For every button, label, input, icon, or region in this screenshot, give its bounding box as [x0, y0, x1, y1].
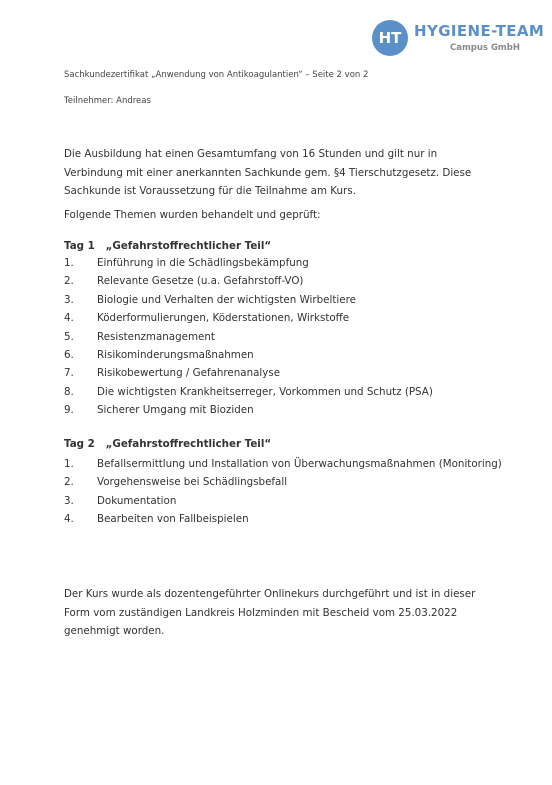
list-item-text: Einführung in die Schädlingsbekämpfung — [97, 257, 309, 269]
day1-heading — [64, 240, 271, 252]
day2-label: Tag 2 — [64, 438, 95, 450]
day2-topic-list — [64, 455, 504, 529]
list-item-text: Sicherer Umgang mit Bioziden — [97, 404, 254, 417]
logo-subtitle: Campus GmbH — [449, 43, 520, 53]
list-item — [64, 346, 504, 364]
logo-mark: HT — [372, 20, 408, 56]
list-item — [64, 272, 504, 290]
list-item-number: 1. — [64, 257, 74, 269]
company-logo — [372, 20, 545, 60]
list-item — [64, 401, 504, 419]
list-item-number: 3. — [64, 293, 74, 306]
list-item — [64, 309, 504, 327]
day1-title: „Gefahrstoffrechtlicher Teil“ — [105, 240, 272, 252]
list-item-number: 7. — [64, 367, 74, 380]
list-item-number: 8. — [64, 385, 74, 398]
list-item-number: 4. — [64, 312, 74, 325]
list-item-text: Relevante Gesetze (u.a. Gefahrstoff-VO) — [97, 275, 304, 288]
list-item-number: 4. — [64, 513, 74, 526]
list-item-text: Resistenzmanagement — [97, 330, 215, 343]
list-item-number: 6. — [64, 349, 74, 362]
day1-topic-list — [64, 254, 504, 420]
day2-title: „Gefahrstoffrechtlicher Teil“ — [105, 438, 272, 450]
list-item-number: 3. — [64, 494, 74, 507]
list-item — [64, 291, 504, 309]
day2-heading — [64, 438, 271, 450]
list-item — [64, 383, 504, 401]
list-item — [64, 364, 504, 382]
list-item-number: 1. — [64, 458, 74, 470]
list-item-number: 2. — [64, 275, 74, 288]
intro-paragraph: Die Ausbildung hat einen Gesamtumfang von 16 Stunden und gilt nur in Verbindung mit einer anerkannten Sachkunde gem. §4 Tierschutzgesetz. Diese Sachkunde ist Voraussetzung für die Teilnahme am Kurs. — [64, 148, 472, 198]
closing-paragraph: Der Kurs wurde als dozentengeführter Onlinekurs durchgeführt und ist in dieser Form vom zuständigen Landkreis Holzminden mit Bescheid vom 25.03.2022 genehmigt worden. — [64, 588, 476, 638]
day1-label: Tag 1 — [64, 240, 95, 252]
list-item — [64, 254, 504, 272]
logo-name: HYGIENE-TEAM — [414, 22, 545, 40]
list-item — [64, 473, 504, 491]
list-item-number: 2. — [64, 476, 74, 489]
list-item — [64, 455, 504, 473]
list-item-text: Köderformulierungen, Köderstationen, Wirkstoffe — [97, 312, 350, 325]
list-item-text: Risikominderungsmaßnahmen — [97, 349, 254, 362]
document-header: Sachkundezertifikat „Anwendung von Antikoagulantien“ – Seite 2 von 2 — [64, 70, 369, 80]
list-item-number: 9. — [64, 404, 74, 417]
list-item-text: Vorgehensweise bei Schädlingsbefall — [97, 476, 288, 489]
list-item — [64, 510, 504, 528]
list-item-text: Befallsermittlung und Installation von Überwachungsmaßnahmen (Monitoring) — [97, 458, 502, 470]
list-item-text: Bearbeiten von Fallbeispielen — [97, 513, 249, 526]
list-item-text: Biologie und Verhalten der wichtigsten Wirbeltiere — [97, 293, 356, 306]
list-item-text: Risikobewertung / Gefahrenanalyse — [97, 367, 281, 380]
participant-name: Teilnehmer: Andreas — [64, 96, 151, 106]
list-item-text: Dokumentation — [97, 494, 177, 507]
themes-intro: Folgende Themen wurden behandelt und geprüft: — [64, 209, 321, 221]
list-item — [64, 328, 504, 346]
list-item — [64, 492, 504, 510]
list-item-text: Die wichtigsten Krankheitserreger, Vorkommen und Schutz (PSA) — [97, 385, 433, 398]
list-item-number: 5. — [64, 330, 74, 343]
